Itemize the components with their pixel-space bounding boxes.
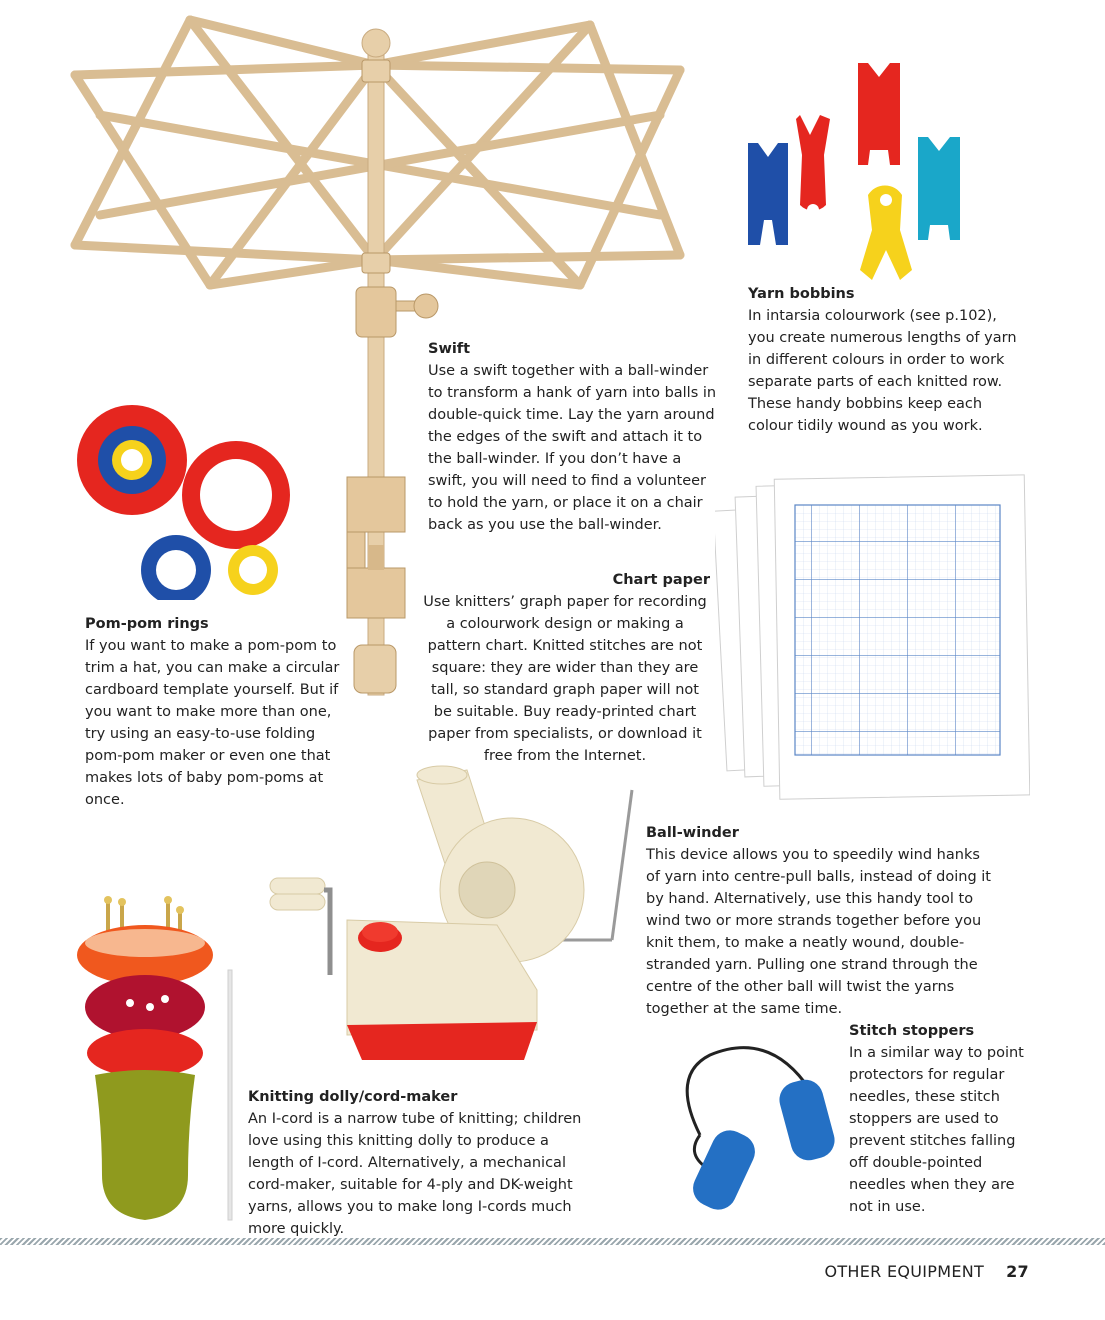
yarn-bobbins-section [748,283,1023,437]
pom-pom-body: If you want to make a pom-pom to trim a hat, you can make a circular cardboard template yourself. But if you want to make more than one, try using an easy-to-use folding pom-pom maker or even one that makes lots of baby pom-poms at once. [85,638,340,808]
chart-paper-section [420,569,710,767]
swift-title: Swift [428,341,471,357]
stitch-stoppers-section [849,1020,1029,1218]
yarn-bobbins-title: Yarn bobbins [748,286,855,302]
swift-body: Use a swift together with a ball-winder to transform a hank of yarn into balls in double-quick time. Lay the yarn around the edges of the swift and attach it to the ball-winder. If you don’t have a swift, you will need to find a volunteer to hold the yarn, or place it on a chair back as you use the ball-winder. [428,363,717,533]
pom-pom-title: Pom-pom rings [85,616,209,632]
stitch-stoppers-title: Stitch stoppers [849,1023,975,1039]
ball-winder-section [646,822,996,1020]
chart-paper-illustration [715,465,1030,810]
page-footer [824,1262,1029,1281]
knitting-dolly-section [248,1086,598,1240]
footer-divider [0,1238,1105,1245]
pom-pom-section [85,613,350,811]
knitting-dolly-illustration [70,895,240,1225]
footer-section-label: OTHER EQUIPMENT [824,1262,985,1281]
ball-winder-title: Ball-winder [646,825,739,841]
knitting-dolly-body: An I-cord is a narrow tube of knitting; children love using this knitting dolly to produce a length of I-cord. Alternatively, a mechanical cord-maker, suitable for 4-ply and DK-weight yarns, allows you to make long I-cords much more quickly. [248,1111,582,1237]
chart-paper-title: Chart paper [612,572,710,588]
pom-pom-rings-illustration [70,400,290,600]
page-number: 27 [1006,1262,1029,1281]
swift-section [428,338,718,536]
stitch-stoppers-body: In a similar way to point protectors for regular needles, these stitch stoppers are used to prevent stitches falling off double-pointed needles when they are not in use. [849,1045,1024,1215]
stitch-stoppers-illustration [670,1035,845,1215]
knitting-dolly-title: Knitting dolly/cord-maker [248,1089,458,1105]
yarn-bobbins-body: In intarsia colourwork (see p.102), you create numerous lengths of yarn in different colours in order to work separate parts of each knitted row. These handy bobbins keep each colour tidily wound as you work. [748,308,1017,434]
chart-paper-body: Use knitters’ graph paper for recording a colourwork design or making a pattern chart. Knitted stitches are not square: they are wider than they are tall, so standard graph paper will not be suitable. Buy ready-printed chart paper from specialists, or download it free from the Internet. [423,594,707,764]
ball-winder-body: This device allows you to speedily wind hanks of yarn into centre-pull balls, instead of doing it by hand. Alternatively, use this handy tool to wind two or more strands together before you knit them, to make a neatly wound, double-stranded yarn. Pulling one strand through the centre of the other ball will twist the yarns together at the same time. [646,847,991,1017]
yarn-bobbins-illustration [740,55,970,295]
